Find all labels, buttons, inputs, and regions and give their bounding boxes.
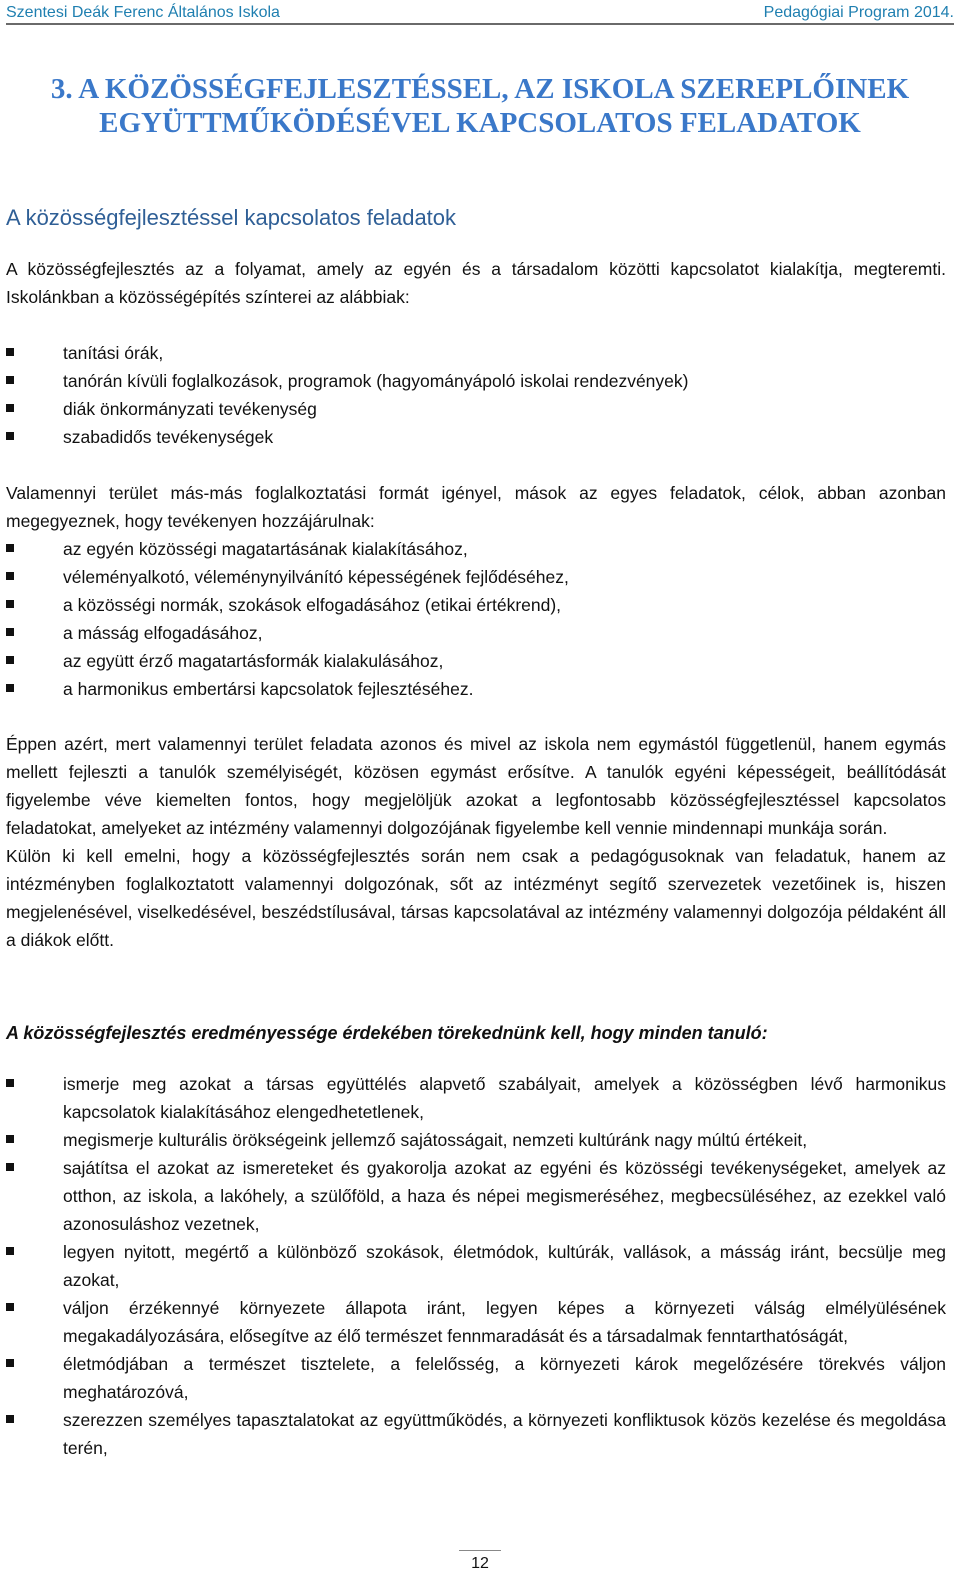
list-item: a harmonikus embertársi kapcsolatok fejlesztéséhez.: [6, 675, 946, 703]
contribution-list: [6, 535, 946, 703]
list-item: a közösségi normák, szokások elfogadásához (etikai értékrend),: [6, 591, 946, 619]
page-number: [0, 1550, 960, 1573]
para3: Éppen azért, mert valamennyi terület feladata azonos és mivel az iskola nem egymástól függetlenül, hanem egymás mellett fejleszti a tanulók személyiségét, közösen egymást erősítve. A tanulók egyéni képességeit, beállítódását figyelembe véve kiemelten fontos, hogy megjelöljük azokat a legfontosabb közösségfejlesztéssel kapcsolatos feladatokat, amelyeket az intézmény valamennyi dolgozójának figyelembe kell vennie mindennapi munkája során.: [6, 734, 946, 838]
chapter-title: [0, 72, 960, 140]
list-item: váljon érzékennyé környezete állapota iránt, legyen képes a környezeti válság elmélyülésének megakadályozására, elősegítve az élő természet fennmaradását és a társadalmak fenntarthatóságát,: [6, 1294, 946, 1350]
chapter-title-line1: 3. A KÖZÖSSÉGFEJLESZTÉSSEL, AZ ISKOLA SZEREPLŐINEK: [50, 73, 910, 105]
list-item: életmódjában a természet tisztelete, a felelősség, a környezeti károk megelőzésére törekvés váljon meghatározóvá,: [6, 1350, 946, 1406]
para2-block: [6, 479, 946, 703]
list-item: véleményalkotó, véleménynyilvánító képességének fejlődéséhez,: [6, 563, 946, 591]
list-item: megismerje kulturális örökségeink jellemző sajátosságait, nemzeti kultúránk nagy múltú értékeit,: [6, 1126, 946, 1154]
list-item: tanórán kívüli foglalkozások, programok (hagyományápoló iskolai rendezvények): [6, 367, 946, 395]
list-item: szabadidős tevékenységek: [6, 423, 946, 451]
list-item: az együtt érző magatartásformák kialakulásához,: [6, 647, 946, 675]
para2: Valamennyi terület más-más foglalkoztatási formát igényel, mások az egyes feladatok, célok, abban azonban megegyeznek, hogy tevékenyen hozzájárulnak:: [6, 483, 946, 531]
student-goals-list: [6, 1070, 946, 1462]
list-item: diák önkormányzati tevékenység: [6, 395, 946, 423]
list1-block: [6, 339, 946, 451]
list-item: az egyén közösségi magatartásának kialakításához,: [6, 535, 946, 563]
section-title: A közösségfejlesztéssel kapcsolatos feladatok: [6, 205, 457, 230]
list-item: sajátítsa el azokat az ismereteket és gyakorolja azokat az egyéni és közösségi tevékenységeket, amelyek az otthon, az iskola, a lakóhely, a szülőföld, a haza és népei megismeréséhez, megbecsüléséhez, az ezekkel való azonosuláshoz vezetnek,: [6, 1154, 946, 1238]
chapter-title-line2: EGYÜTTMŰKÖDÉSÉVEL KAPCSOLATOS FELADATOK: [99, 107, 861, 139]
header-program-title: Pedagógiai Program 2014.: [763, 4, 954, 21]
para4: Külön ki kell emelni, hogy a közösségfejlesztés során nem csak a pedagógusoknak van feladatuk, hanem az intézményben foglalkoztatott valamennyi dolgozónak, sőt az intézményt segítő szervezetek vezetőinek is, hiszen megjelenésével, viselkedésével, beszédstílusával, társas kapcsolatával az intézmény valamennyi dolgozója példaként áll a diákok előtt.: [6, 846, 946, 950]
page-header: [6, 0, 954, 25]
para3-block: [6, 730, 946, 954]
header-school-name: Szentesi Deák Ferenc Általános Iskola: [6, 4, 280, 21]
venue-list: [6, 339, 946, 451]
list-item: tanítási órák,: [6, 339, 946, 367]
list3-block: [6, 1070, 946, 1462]
italic-heading: A közösségfejlesztés eredményessége érdekében törekednünk kell, hogy minden tanuló:: [6, 1023, 768, 1043]
list-item: szerezzen személyes tapasztalatokat az együttműködés, a környezeti konfliktusok közös kezelése és megoldása terén,: [6, 1406, 946, 1462]
list-item: a másság elfogadásához,: [6, 619, 946, 647]
intro-block: [6, 255, 946, 311]
page-number-text: 12: [459, 1550, 501, 1573]
list-item: ismerje meg azokat a társas együttélés alapvető szabályait, amelyek a közösségben lévő harmonikus kapcsolatok kialakításához elengedhetetlenek,: [6, 1070, 946, 1126]
list-item: legyen nyitott, megértő a különböző szokások, életmódok, kultúrák, vallások, a másság iránt, becsülje meg azokat,: [6, 1238, 946, 1294]
intro-paragraph: A közösségfejlesztés az a folyamat, amely az egyén és a társadalom közötti kapcsolatot kialakítja, megteremti. Iskolánkban a közösségépítés színterei az alábbiak:: [6, 259, 946, 307]
